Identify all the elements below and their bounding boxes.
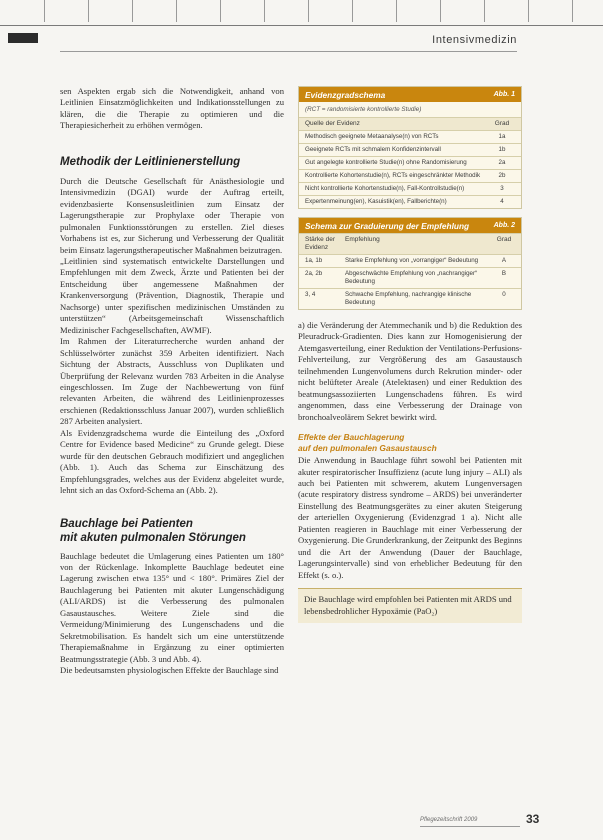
paragraph: sen Aspekten ergab sich die Notwendigkeit, anhand von Leitlinien Einsatzmöglichkeiten und Indikationsstellungen zu klären, die die Therapie zu optimieren und die Therapiesicherheit zu erhöhen vermögen.	[60, 86, 284, 131]
column-header-source: Quelle der Evidenz	[305, 120, 360, 127]
paragraph: Im Rahmen der Literaturrecherche wurden anhand der Schlüsselwörter zunächst 359 Arbeiten identifiziert. Nach Sichtung der Abstracts, Ausschluss von Duplikaten und Überprüfung der Relevanz wurden 783 Arbeiten in die Analyse eingeschlossen. Im Zuge der Nachbewertung von fünf relevanten Arbeiten, die während des Leitlinienprozesses erschienen (Redaktionsschluss Januar 2007), wurden schließlich 287 Arbeiten analysiert.	[60, 336, 284, 427]
table-row	[299, 169, 521, 182]
cell-grade: 3	[500, 185, 504, 192]
table-header-row	[299, 117, 521, 130]
column-header-recommendation: Empfehlung	[345, 236, 380, 243]
right-body-text	[298, 320, 522, 581]
top-border-line	[0, 25, 603, 26]
figure-header	[299, 218, 521, 233]
cell-strength: 2a, 2b	[305, 270, 323, 277]
cell-recommendation: Abgeschwächte Empfehlung von „nachrangiger“ Bedeutung	[345, 270, 478, 285]
figure-title: Schema zur Graduierung der Empfehlung	[305, 220, 470, 231]
page-number: 33	[526, 812, 540, 826]
cell-source: Geeignete RCTs mit schmalem Konfidenzintervall	[305, 146, 441, 153]
crop-mark	[44, 0, 45, 22]
cell-source: Nicht kontrollierte Kohortenstudie(n), Fall-Kontrollstudie(n)	[305, 185, 465, 192]
paragraph: „Leitlinien sind systematisch entwickelte Darstellungen und Empfehlungen mit dem Zweck, Ärzte und Patienten bei der Entscheidung über angemessene Maßnahmen der Krankenversorgung (Prävention, Diagnostik, Therapie und Nachsorge) unter spezifischen medizinischen Umständen zu unterstützen“ (Arbeitsgemeinschaft Wissenschaftlich Medizinischer Fachgesellschaften, AWMF).	[60, 255, 284, 335]
subheading-line2: auf den pulmonalen Gasaustausch	[298, 443, 437, 454]
paragraph: Die Anwendung in Bauchlage führt sowohl bei Patienten mit akuter respiratorischer Insuffizienz (acute lung injury – ALI) als auch bei Patienten mit schwerem, akutem Lungenversagen (acute respiratory distress syndrome – ARDS) bei unveränderter Einstellung des Beatmungsgerätes zu einer akuten Steigerung der arteriellen Oxygenierung (Evidenzgrad 1 a). Nicht alle Patienten reagieren in Bauchlage mit einer Verbesserung der Oxygenierung. Die Grunderkrankung, der Zeitpunkt des Beginns und die Art der Anwendung (Dauer der Bauchlage, Lagerungsintervalle) sind von erheblicher Bedeutung für den Effekt (s. o.).	[298, 455, 522, 580]
figure-number: Abb. 2	[493, 221, 515, 229]
footer-rule	[420, 826, 520, 827]
paragraph: Durch die Deutsche Gesellschaft für Anästhesiologie und Intensivmedizin (DGAI) wurde der Auftrag erteilt, evidenzbasierte Konsensusleitlinien zum Einsatz der Lagerungstherapie zur Prophylaxe oder Therapie von pulmonalen Funktionsstörungen zu erstellen. Ziel dieses Vorhabens ist es, zur Sicherung und Verbesserung der Qualität beim Einsatz lagerungstherapeutischer Maßnahmen beizutragen.	[60, 175, 284, 255]
subheading-effekte	[298, 432, 522, 454]
cell-grade: 1a	[498, 133, 506, 140]
top-border	[0, 0, 603, 26]
table-row	[299, 182, 521, 195]
table-row	[299, 267, 521, 288]
cell-grade: 0	[502, 291, 506, 298]
paragraph: a) die Veränderung der Atemmechanik und b) die Reduktion des Pleuradruck-Gradienten. Dies kann zur Homogenisierung der Atemgasverteilung, einer Reduktion der Ventilations-Perfusions-Fehlverteilung, zur Vergrößerung des am Gasaustausch teilnehmenden Lungenvolumens durch Rekrution minder- oder nicht belüfteter Areale (Atelektasen) und einer Reduktion des beatmungsassoziierten Lungenschadens führen. Es wird angenommen, dass eine Verbesserung der Drainage von bronchoalveolärem Sekret bewirkt wird.	[298, 320, 522, 422]
figure-title: Evidenzgradschema	[305, 89, 386, 100]
crop-mark	[176, 0, 177, 22]
header-rule	[60, 51, 517, 52]
heading-bauchlage-line2: mit akuten pulmonalen Störungen	[60, 531, 246, 544]
cell-grade: B	[501, 270, 507, 277]
figure-subtitle: (RCT = randomisierte kontrollierte Studie)	[305, 106, 422, 113]
cell-grade: 4	[500, 198, 504, 205]
left-column	[60, 86, 284, 676]
column-header-strength: Stärke der Evidenz	[305, 236, 335, 251]
cell-recommendation: Schwache Empfehlung, nachrangige klinische Bedeutung	[345, 291, 472, 306]
cell-grade: 2b	[498, 172, 506, 179]
crop-mark	[440, 0, 441, 22]
cell-grade: 2a	[498, 159, 506, 166]
figure-box-evidenzgrad	[298, 86, 522, 209]
table-row	[299, 156, 521, 169]
journal-footer: Pflegezeitschrift 2009	[420, 817, 478, 823]
cell-strength: 1a, 1b	[305, 257, 323, 264]
corner-mark	[8, 33, 38, 43]
table-row	[299, 130, 521, 143]
column-header-grade: Grad	[494, 120, 510, 127]
crop-mark	[352, 0, 353, 22]
crop-mark	[264, 0, 265, 22]
paragraph: Als Evidenzgradschema wurde die Einteilung des „Oxford Centre for Evidence based Medicine“ zu Grunde gelegt. Diese wurde für den deutschen Gebrauch modifiziert und angeglichen (Abb. 1). Auch das Schema zur Einschätzung des Empfehlungsgrades, welches aus der Evidenz abgeleitet wurde, lehnt sich an das Oxford-Schema an (Abb. 2).	[60, 427, 284, 496]
crop-mark	[220, 0, 221, 22]
cell-source: Expertenmeinung(en), Kasuistik(en), Fallberichte(n)	[305, 198, 447, 205]
paragraph: Bauchlage bedeutet die Umlagerung eines Patienten um 180° von der Rückenlage. Inkomplette Bauchlage bedeutet eine Lagerung zwischen etwa 135° und < 180°. Primäres Ziel der Bauchlagerung bei Patienten mit akuter Lungenschädigung (ALI/ARDS) ist die Verbesserung des pulmonalen Gasaustausches. Weitere Ziele sind die Vermeidung/Minimierung des Lungenschadens und die Sekretmobilisation. Es handelt sich um eine unterstützende Therapiemaßnahme in Ergänzung zu einer optimierten Beatmungsstrategie (Abb. 3 und Abb. 4).	[60, 550, 284, 664]
cell-strength: 3, 4	[305, 291, 316, 298]
crop-mark	[132, 0, 133, 22]
crop-mark	[396, 0, 397, 22]
cell-grade: A	[501, 257, 507, 264]
recommendation-callout: Die Bauchlage wird empfohlen bei Patienten mit ARDS und lebensbedrohlicher Hypoxämie (PaO₂)	[298, 588, 522, 623]
cell-source: Kontrollierte Kohortenstudie(n), RCTs eingeschränkter Methodik	[305, 172, 481, 179]
table-row	[299, 288, 521, 309]
cell-source: Methodisch geeignete Metaanalyse(n) von RCTs	[305, 133, 439, 140]
subheading-line1: Effekte der Bauchlagerung	[298, 432, 405, 443]
table-row	[299, 254, 521, 267]
column-header-grade: Grad	[496, 236, 512, 243]
figure-number: Abb. 1	[493, 90, 515, 98]
crop-mark	[528, 0, 529, 22]
crop-mark	[308, 0, 309, 22]
figure-box-empfehlung	[298, 217, 522, 310]
cell-recommendation: Starke Empfehlung von „vorrangiger“ Bedeutung	[345, 257, 479, 264]
paragraph: Die bedeutsamsten physiologischen Effekte der Bauchlage sind	[60, 665, 279, 676]
section-title: Intensivmedizin	[432, 34, 517, 46]
crop-mark	[88, 0, 89, 22]
crop-mark	[484, 0, 485, 22]
table-header-row	[299, 233, 521, 254]
heading-methodik: Methodik der Leitlinienerstellung	[60, 155, 241, 168]
table-row	[299, 143, 521, 156]
right-column	[298, 86, 522, 623]
cell-source: Gut angelegte kontrollierte Studie(n) ohne Randomisierung	[305, 159, 467, 166]
table-row	[299, 195, 521, 208]
crop-mark	[572, 0, 573, 22]
heading-bauchlage-line1: Bauchlage bei Patienten	[60, 517, 193, 530]
figure-header	[299, 87, 521, 102]
cell-grade: 1b	[498, 146, 506, 153]
